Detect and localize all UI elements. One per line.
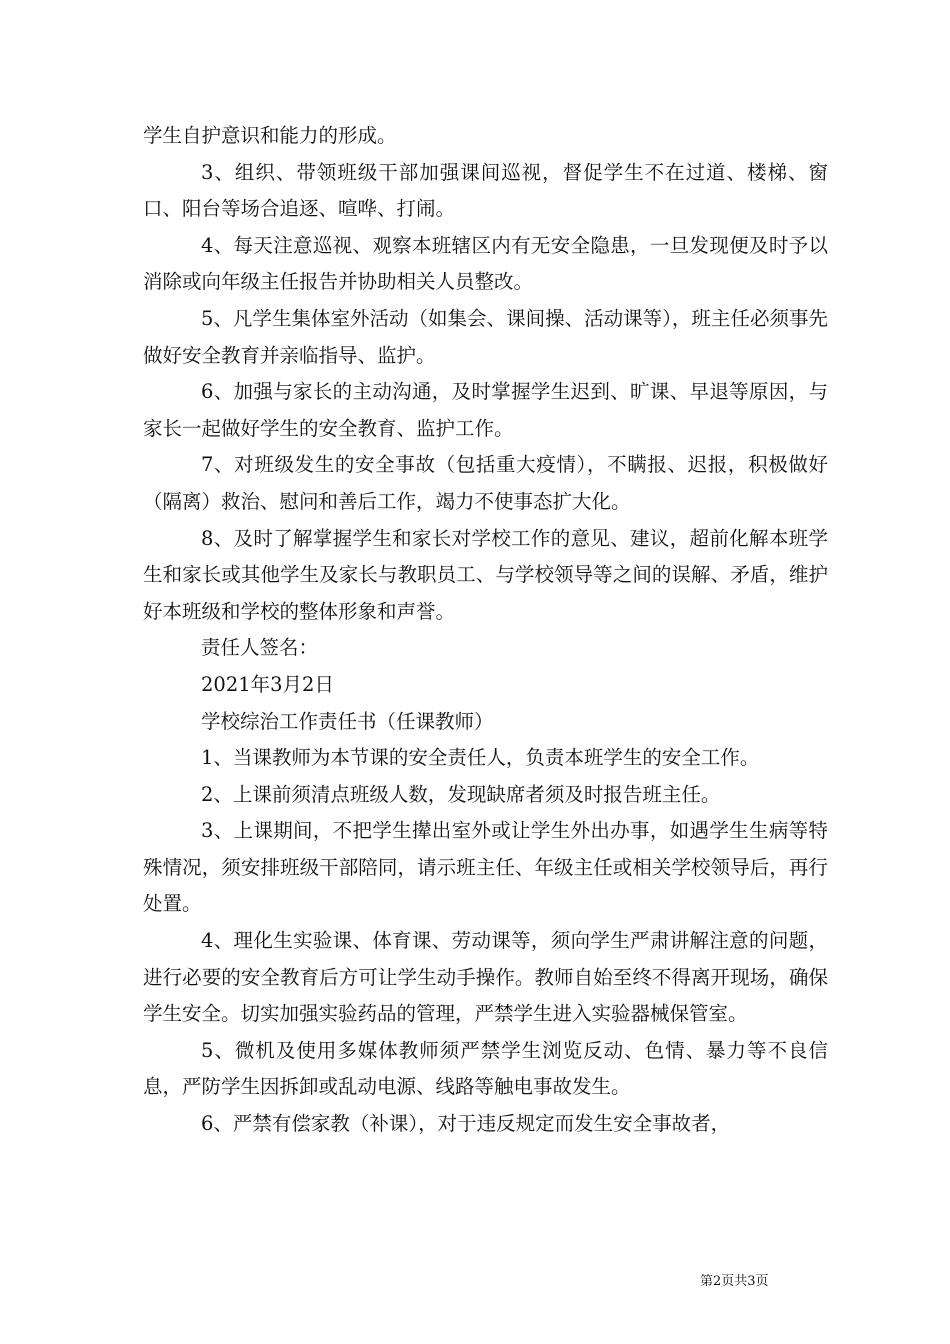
paragraph: 6、加强与家长的主动沟通，及时掌握学生迟到、旷课、早退等原因，与家长一起做好学生的安全教育、监护工作。 — [143, 380, 828, 440]
paragraph: 5、微机及使用多媒体教师须严禁学生浏览反动、色情、暴力等不良信息，严防学生因拆卸或乱动电源、线路等触电事故发生。 — [143, 1038, 828, 1099]
paragraph: 4、每天注意巡视、观察本班辖区内有无安全隐患，一旦发现便及时予以消除或向年级主任报告并协助相关人员整改。 — [143, 233, 828, 294]
page-number: 第2页共3页 — [700, 1274, 769, 1289]
paragraph: 6、严禁有偿家教（补课），对于违反规定而发生安全事故者， — [201, 1112, 731, 1136]
paragraph: 学生自护意识和能力的形成。 — [143, 124, 397, 147]
paragraph: 2、上课前须清点班级人数，发现缺席者须及时报告班主任。 — [201, 782, 721, 806]
paragraph: 4、理化生实验课、体育课、劳动课等，须向学生严肃讲解注意的问题，进行必要的安全教育后方可让学生动手操作。教师自始至终不得离开现场，确保学生安全。切实加强实验药品的管理，严禁学生进入实验器械保管室。 — [143, 929, 828, 1026]
page-footer — [0, 1272, 950, 1292]
paragraph: 7、对班级发生的安全事故（包括重大疫情），不瞒报、迟报，积极做好（隔离）救治、慰问和善后工作，竭力不使事态扩大化。 — [143, 453, 828, 513]
paragraph: 3、上课期间，不把学生撵出室外或让学生外出办事，如遇学生生病等特殊情况，须安排班级干部陪同，请示班主任、年级主任或相关学校领导后，再行处置。 — [143, 819, 828, 916]
paragraph: 5、凡学生集体室外活动（如集会、课间操、活动课等），班主任必须事先做好安全教育并亲临指导、监护。 — [143, 306, 828, 367]
paragraph: 8、及时了解掌握学生和家长对学校工作的意见、建议，超前化解本班学生和家长或其他学生及家长与教职员工、与学校领导等之间的误解、矛盾，维护好本班级和学校的整体形象和声誉。 — [143, 526, 828, 623]
document-body — [143, 118, 828, 1143]
signature-label: 责任人签名： — [201, 636, 319, 660]
date-line: 2021年3月2日 — [201, 672, 334, 696]
paragraph: 3、组织、带领班级干部加强课间巡视，督促学生不在过道、楼梯、窗口、阳台等场合追逐、喧哗、打闹。 — [143, 160, 828, 221]
section-title: 学校综治工作责任书（任课教师） — [201, 709, 494, 733]
paragraph: 1、当课教师为本节课的安全责任人，负责本班学生的安全工作。 — [201, 746, 760, 770]
